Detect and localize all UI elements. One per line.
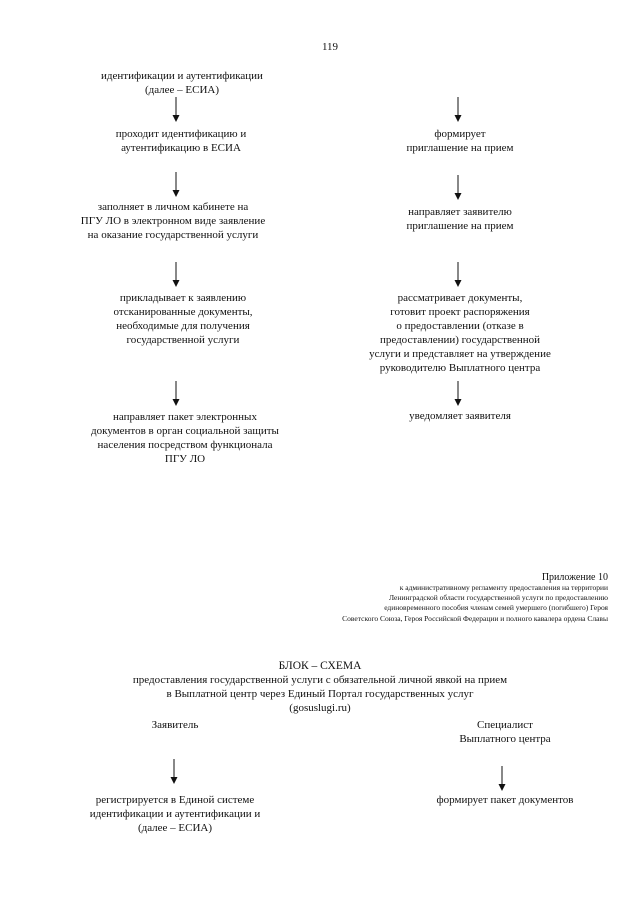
flow-arrow bbox=[497, 766, 507, 792]
flow1-left-step-1: проходит идентификацию и аутентификацию в ЕСИА bbox=[115, 128, 247, 154]
block-scheme-subtitle: предоставления государственной услуги с обязательной личной явкой на прием в Выплатной центр через Единый Портал государственных услуг (gosuslugi.ru) bbox=[132, 674, 508, 714]
flow-arrow bbox=[453, 262, 463, 288]
flow1-left-top-text: идентификации и аутентификации (далее – ЕСИА) bbox=[101, 70, 263, 96]
flow-arrow bbox=[171, 97, 181, 123]
flow-arrow bbox=[171, 172, 181, 198]
flow1-right-step-4: уведомляет заявителя bbox=[409, 410, 511, 422]
flow1-right-step-1: формирует приглашение на прием bbox=[406, 128, 514, 154]
flow1-left-step-4: направляет пакет электронных документов в орган социальной защиты населения посредством функционала ПГУ ЛО bbox=[91, 411, 279, 465]
flow-arrow bbox=[453, 175, 463, 201]
column-header-applicant: Заявитель bbox=[151, 719, 199, 731]
flow-arrow bbox=[169, 759, 179, 785]
block-left-step-1: регистрируется в Единой системе идентификации и аутентификации и (далее – ЕСИА) bbox=[89, 794, 261, 834]
flow1-right-step-2: направляет заявителю приглашение на прием bbox=[406, 206, 514, 232]
flow-arrow bbox=[453, 381, 463, 407]
flow-arrow bbox=[453, 97, 463, 123]
column-header-specialist: Специалист Выплатного центра bbox=[459, 719, 551, 745]
flow-arrow bbox=[171, 381, 181, 407]
flow-arrow bbox=[171, 262, 181, 288]
appendix-title: Приложение 10 bbox=[541, 572, 608, 583]
block-right-step-1: формирует пакет документов bbox=[436, 794, 574, 806]
appendix-text: к административному регламенту предоставления на территории Ленинградской области государственной услуги по предоставлению единовременного пособия членам семей умершего (погибшего) Героя Советского Союза, Героя Российской Федерации и полного кавалера ордена Славы bbox=[342, 583, 608, 623]
flow1-left-step-2: заполняет в личном кабинете на ПГУ ЛО в электронном виде заявление на оказание государственной услуги bbox=[80, 201, 266, 241]
flow1-right-step-3: рассматривает документы, готовит проект распоряжения о предоставлении (отказе в предоставлении) государственной услуги и представляет на утверждение руководителю Выплатного центра bbox=[369, 292, 551, 374]
page-number: 119 bbox=[321, 41, 339, 53]
block-scheme-title: БЛОК – СХЕМА bbox=[278, 660, 362, 672]
flow1-left-step-3: прикладывает к заявлению отсканированные документы, необходимые для получения государственной услуги bbox=[113, 292, 253, 346]
